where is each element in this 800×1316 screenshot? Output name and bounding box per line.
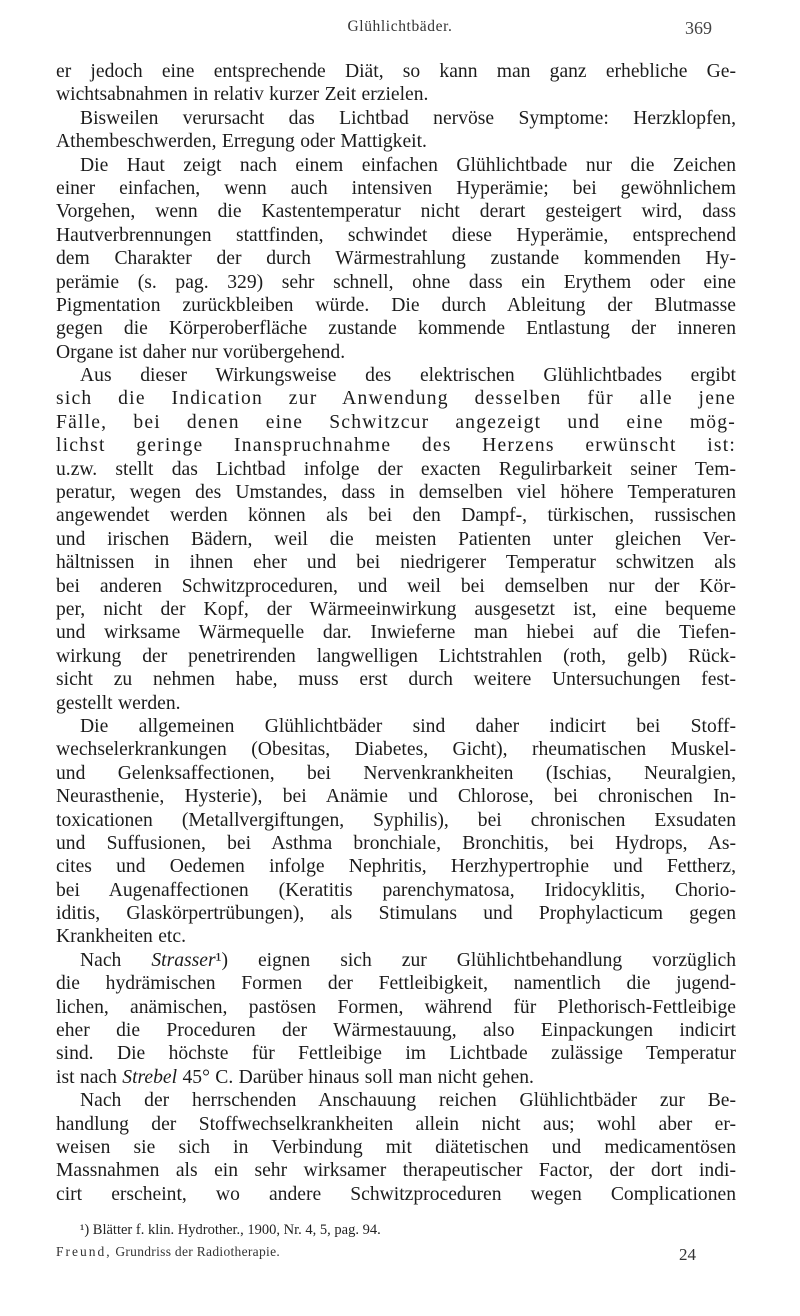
imprint — [56, 1244, 280, 1260]
text-line: Nach der herrschenden Anschauung reichen Glühlichtbäder zur Be- — [80, 1090, 736, 1112]
text-line: Pigmentation zurückbleiben würde. Die durch Ableitung der Blutmasse — [56, 294, 736, 316]
text-line: ist nach Strebel 45° C. Darüber hinaus soll man nicht gehen. — [56, 1066, 534, 1088]
text-line: Organe ist daher nur vorübergehend. — [56, 341, 346, 363]
text-line: einer einfachen, wenn auch intensiven Hyperämie; bei gewöhnlichem — [56, 177, 736, 199]
text-line: dem Charakter der durch Wärmestrahlung zustande kommenden Hy- — [56, 248, 736, 270]
text-line: bei anderen Schwitzproceduren, und weil bei demselben nur der Kör- — [56, 575, 736, 597]
text-line: lichen, anämischen, pastösen Formen, während für Plethorisch-Fettleibige — [56, 996, 736, 1018]
page-number: 369 — [685, 18, 712, 38]
text-line: per, nicht der Kopf, der Wärmeeinwirkung ausgesetzt ist, eine bequeme — [56, 598, 736, 620]
text-line: bei Augenaffectionen (Keratitis parenchymatosa, Iridocyklitis, Chorio- — [56, 879, 736, 901]
text-line: Bisweilen verursacht das Lichtbad nervöse Symptome: Herzklopfen, — [80, 107, 736, 129]
text-line: Neurasthenie, Hysterie), bei Anämie und Chlorose, bei chronischen In- — [56, 786, 736, 808]
text-line: Fälle, bei denen eine Schwitzcur angezeigt und eine mög- — [56, 411, 736, 433]
text-line: Nach Strasser¹) eignen sich zur Glühlichtbehandlung vorzüglich — [80, 949, 736, 971]
text-line: gestellt werden. — [56, 692, 181, 714]
running-head — [0, 18, 800, 42]
text-line: Die Haut zeigt nach einem einfachen Glühlichtbade nur die Zeichen — [80, 154, 736, 176]
imprint-title: Grundriss der Radiotherapie. — [115, 1244, 281, 1259]
text-line: gegen die Körperoberfläche zustande kommende Entlastung der inneren — [56, 318, 736, 340]
text-line: weisen sie sich in Verbindung mit diätetischen und medicamentösen — [56, 1136, 736, 1158]
text-line: Massnahmen als ein sehr wirksamer therapeutischer Factor, der dort indi- — [56, 1160, 736, 1182]
text-line: Aus dieser Wirkungsweise des elektrischen Glühlichtbades ergibt — [80, 365, 736, 387]
text-line: lichst geringe Inanspruchnahme des Herzens erwünscht ist: — [56, 435, 736, 457]
text-line: hältnissen in ihnen eher und bei niedrigerer Temperatur schwitzen als — [56, 552, 736, 574]
cited-author: Strebel — [122, 1066, 178, 1088]
imprint-author: Freund, — [56, 1244, 112, 1259]
text-line: cirt erscheint, wo andere Schwitzproceduren wegen Complicationen — [56, 1183, 736, 1205]
text-line: sich die Indication zur Anwendung desselben für alle jene — [56, 388, 736, 410]
text-line: und wirksame Wärmequelle dar. Inwieferne man hiebei auf die Tiefen- — [56, 622, 736, 644]
text-line: handlung der Stoffwechselkrankheiten allein nicht aus; wohl aber er- — [56, 1113, 736, 1135]
text-line: toxicationen (Metallvergiftungen, Syphilis), bei chronischen Exsudaten — [56, 809, 736, 831]
text-line: sicht zu nehmen habe, muss erst durch weitere Untersuchungen fest- — [56, 669, 736, 691]
text-line: er jedoch eine entsprechende Diät, so kann man ganz erhebliche Ge- — [56, 61, 736, 82]
signature-mark: 24 — [679, 1245, 696, 1264]
text-line: Vorgehen, wenn die Kastentemperatur nicht derart gesteigert wird, dass — [56, 201, 736, 223]
text-line: peratur, wegen des Umstandes, dass in demselben viel höhere Temperaturen — [56, 482, 736, 504]
text-line: Krankheiten etc. — [56, 926, 186, 948]
text-line: eher die Proceduren der Wärmestauung, also Einpackungen indicirt — [56, 1020, 736, 1042]
text-line: Hautverbrennungen stattfinden, schwindet diese Hyperämie, entsprechend — [56, 224, 736, 246]
text-line: Die allgemeinen Glühlichtbäder sind daher indicirt bei Stoff- — [80, 715, 736, 737]
text-line: cites und Oedemen infolge Nephritis, Herzhypertrophie und Fettherz, — [56, 856, 736, 878]
text-line: und Gelenksaffectionen, bei Nervenkrankheiten (Ischias, Neuralgien, — [56, 762, 736, 784]
text-line: angewendet werden können als bei den Dampf-, türkischen, russischen — [56, 505, 736, 527]
text-line: wichtsabnahmen in relativ kurzer Zeit erzielen. — [56, 84, 429, 106]
text-line: sind. Die höchste für Fettleibige im Lichtbade zulässige Temperatur — [56, 1043, 736, 1065]
text-line: u.zw. stellt das Lichtbad infolge der exacten Regulirbarkeit seiner Tem- — [56, 458, 736, 480]
body-text — [56, 60, 736, 1206]
running-title: Glühlichtbäder. — [347, 18, 453, 35]
text-line: wechselerkrankungen (Obesitas, Diabetes, Gicht), rheumatischen Muskel- — [56, 739, 736, 761]
text-line: die hydrämischen Formen der Fettleibigkeit, namentlich die jugend- — [56, 973, 736, 995]
text-line: und irischen Bädern, weil die meisten Patienten unter gleichen Ver- — [56, 528, 736, 550]
cited-author: Strasser — [151, 949, 216, 971]
text-line: und Suffusionen, bei Asthma bronchiale, Bronchitis, bei Hydrops, As- — [56, 832, 736, 854]
text-line: wirkung der penetrirenden langwelligen Lichtstrahlen (roth, gelb) Rück- — [56, 645, 736, 667]
text-line: Athembeschwerden, Erregung oder Mattigkeit. — [56, 131, 427, 153]
footnote: ¹) Blätter f. klin. Hydrother., 1900, Nr. 4, 5, pag. 94. — [80, 1222, 381, 1238]
text-line: perämie (s. pag. 329) sehr schnell, ohne dass ein Erythem oder eine — [56, 271, 736, 293]
text-line: iditis, Glaskörpertrübungen), als Stimulans und Prophylacticum gegen — [56, 903, 736, 925]
